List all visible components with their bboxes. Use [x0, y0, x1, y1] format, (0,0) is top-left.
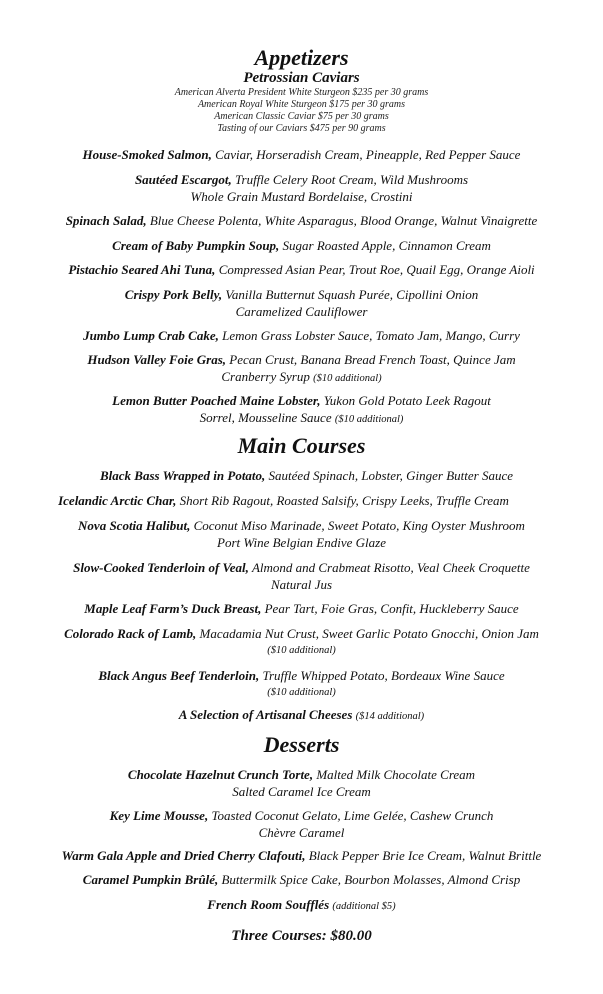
menu-item — [0, 518, 603, 551]
menu-item-line-2 — [0, 304, 603, 321]
menu-item-name: Warm Gala Apple and Dried Cherry Clafouti, — [61, 848, 306, 863]
menu-item-name: Sautéed Escargot, — [134, 172, 232, 187]
menu-item-line — [0, 848, 603, 865]
caviar-list — [0, 87, 603, 135]
menu-item-line — [0, 518, 603, 535]
menu-item-name: Lemon Butter Poached Maine Lobster, — [112, 393, 321, 408]
caviar-item: American Classic Caviar $75 per 30 grams — [214, 111, 389, 122]
menu-item-description: Malted Milk Chocolate Cream — [316, 767, 476, 782]
menu-item-description-2: Port Wine Belgian Endive Glaze — [217, 534, 386, 550]
menu-item-surcharge: ($10 additional) — [267, 686, 336, 698]
caviar-heading: Petrossian Caviars — [243, 70, 360, 86]
menu-item-description: Macadamia Nut Crust, Sweet Garlic Potato Gnocchi, Onion Jam — [199, 626, 539, 641]
menu-item-line — [0, 707, 603, 726]
desserts-heading: Desserts — [263, 732, 340, 757]
menu-item-name: A Selection of Artisanal Cheeses — [178, 707, 353, 722]
menu-item-line — [0, 213, 603, 230]
caviar-item: American Royal White Sturgeon $175 per 30 grams — [197, 99, 406, 110]
menu-item — [0, 493, 585, 510]
menu-item-surcharge: ($14 additional) — [355, 711, 425, 722]
menu-item-surcharge: ($10 additional) — [334, 413, 404, 425]
menu-item-name: Slow-Cooked Tenderloin of Veal, — [73, 560, 249, 575]
menu-item — [0, 287, 603, 320]
menu-item-line-2 — [0, 369, 603, 388]
menu-item-description: Buttermilk Spice Cake, Bourbon Molasses, Almond Crisp — [221, 872, 521, 887]
menu-item-description-2: Chèvre Caramel — [258, 824, 345, 840]
menu-item-name: Nova Scotia Halibut, — [78, 518, 191, 533]
menu-item — [0, 238, 603, 255]
menu-item-name: French Room Soufflés — [207, 897, 330, 912]
menu-item-name: Pistachio Seared Ahi Tuna, — [68, 262, 216, 277]
menu-item-name: Black Bass Wrapped in Potato, — [100, 468, 266, 483]
menu-item-description: Lemon Grass Lobster Sauce, Tomato Jam, Mango, Curry — [222, 328, 520, 343]
menu-item — [0, 808, 603, 841]
menu-item-description: Caviar, Horseradish Cream, Pineapple, Red Pepper Sauce — [215, 147, 521, 162]
menu-item-description: Black Pepper Brie Ice Cream, Walnut Brittle — [308, 848, 542, 863]
menu-item — [0, 172, 603, 205]
caviar-item: American Alverta President White Sturgeon $235 per 30 grams — [174, 87, 429, 98]
menu-item-description-2: Natural Jus — [270, 576, 333, 592]
menu-item-line — [0, 393, 603, 410]
menu-item-description: Almond and Crabmeat Risotto, Veal Cheek Croquette — [251, 560, 530, 575]
menu-item — [5, 468, 603, 485]
menu-item-surcharge: ($10 additional) — [313, 372, 382, 384]
menu-item — [0, 328, 603, 345]
menu-item-line-2 — [0, 410, 603, 429]
menu-item-line — [0, 262, 603, 279]
menu-item-name: Maple Leaf Farm’s Duck Breast, — [84, 601, 262, 616]
menu-item-description: Short Rib Ragout, Roasted Salsify, Crispy Leeks, Truffle Cream — [179, 493, 509, 508]
caviar-item: Tasting of our Caviars $475 per 90 grams — [217, 123, 386, 134]
menu-item-surcharge: ($10 additional) — [267, 644, 336, 656]
menu-item-description: Compressed Asian Pear, Trout Roe, Quail Egg, Orange Aioli — [218, 262, 535, 277]
menu-item-name: Chocolate Hazelnut Crunch Torte, — [127, 767, 314, 782]
menu-item-line-2 — [0, 535, 603, 552]
menu-item-line — [0, 328, 603, 345]
menu-item-description: Vanilla Butternut Squash Purée, Cipollini Onion — [225, 287, 479, 302]
menu-item-description-2: Caramelized Cauliflower — [235, 303, 368, 319]
menu-item-line — [5, 468, 603, 485]
menu-item-line — [0, 172, 603, 189]
menu-item-line-2 — [0, 825, 603, 842]
menu-item-name: Crispy Pork Belly, — [124, 287, 223, 302]
menu-item — [0, 601, 603, 618]
menu-item-description: Truffle Whipped Potato, Bordeaux Wine Sauce — [262, 668, 505, 683]
menu-item — [0, 560, 603, 593]
main-courses-heading: Main Courses — [237, 433, 366, 458]
menu-item-description: Coconut Miso Marinade, Sweet Potato, King Oyster Mushroom — [193, 518, 525, 533]
menu-item-line — [0, 601, 603, 618]
menu-item — [0, 767, 603, 800]
menu-item-name: Black Angus Beef Tenderloin, — [98, 668, 260, 683]
menu-item — [0, 393, 603, 428]
menu-item-name: Cream of Baby Pumpkin Soup, — [112, 238, 280, 253]
menu-item — [0, 707, 603, 726]
menu-item-description: Sugar Roasted Apple, Cinnamon Cream — [282, 238, 491, 253]
menu-item — [0, 872, 603, 889]
menu-item-name: Jumbo Lump Crab Cake, — [83, 328, 219, 343]
menu-item — [0, 352, 603, 387]
menu-item-line — [0, 872, 603, 889]
menu-item-name: Spinach Salad, — [65, 213, 147, 228]
menu-item-description: Sautéed Spinach, Lobster, Ginger Butter Sauce — [268, 468, 513, 483]
menu-item-description: Toasted Coconut Gelato, Lime Gelée, Cashew Crunch — [211, 808, 494, 823]
menu-item-name: Icelandic Arctic Char, — [58, 493, 177, 508]
menu-item-description: Blue Cheese Polenta, White Asparagus, Blood Orange, Walnut Vinaigrette — [149, 213, 538, 228]
menu-item — [0, 262, 603, 279]
menu-item-name: House-Smoked Salmon, — [82, 147, 212, 162]
menu-item-line — [0, 626, 603, 643]
menu-item-line — [0, 238, 603, 255]
menu-item-name: Colorado Rack of Lamb, — [64, 626, 197, 641]
menu-item-surcharge: (additional $5) — [332, 901, 396, 912]
menu-item — [0, 668, 603, 701]
menu-item-line-2 — [0, 189, 603, 206]
menu-item-line — [0, 493, 585, 510]
menu-item-description-2: Sorrel, Mousseline Sauce — [199, 409, 332, 425]
menu-item-line — [0, 767, 603, 784]
menu-item-line-2 — [0, 577, 603, 594]
menu-item-line — [0, 287, 603, 304]
menu-item-line — [0, 808, 603, 825]
menu-item-line — [0, 560, 603, 577]
menu-item-line — [0, 897, 603, 916]
menu-item-description: Truffle Celery Root Cream, Wild Mushrooms — [235, 172, 469, 187]
menu-item — [0, 213, 603, 230]
menu-item-description-2: Cranberry Syrup — [221, 368, 310, 384]
menu-item-description-2: Whole Grain Mustard Bordelaise, Crostini — [190, 188, 413, 204]
menu-item — [0, 897, 603, 916]
menu-item — [0, 147, 603, 164]
menu-item-line — [0, 668, 603, 685]
menu-item-line — [0, 352, 603, 369]
menu-item-name: Hudson Valley Foie Gras, — [87, 352, 227, 367]
menu-item-line — [0, 147, 603, 164]
price: Three Courses: $80.00 — [231, 928, 372, 944]
menu-item-line-2 — [0, 784, 603, 801]
menu-item-description-2: Salted Caramel Ice Cream — [232, 783, 371, 799]
menu-item-name: Key Lime Mousse, — [109, 808, 209, 823]
menu-item — [0, 626, 603, 659]
menu-item-name: Caramel Pumpkin Brûlé, — [82, 872, 219, 887]
appetizers-heading: Appetizers — [254, 45, 349, 70]
menu-item-description: Pecan Crust, Banana Bread French Toast, Quince Jam — [229, 352, 516, 367]
menu-item — [0, 848, 603, 865]
menu-item-description: Pear Tart, Foie Gras, Confit, Huckleberry Sauce — [264, 601, 519, 616]
menu-item-description: Yukon Gold Potato Leek Ragout — [323, 393, 491, 408]
